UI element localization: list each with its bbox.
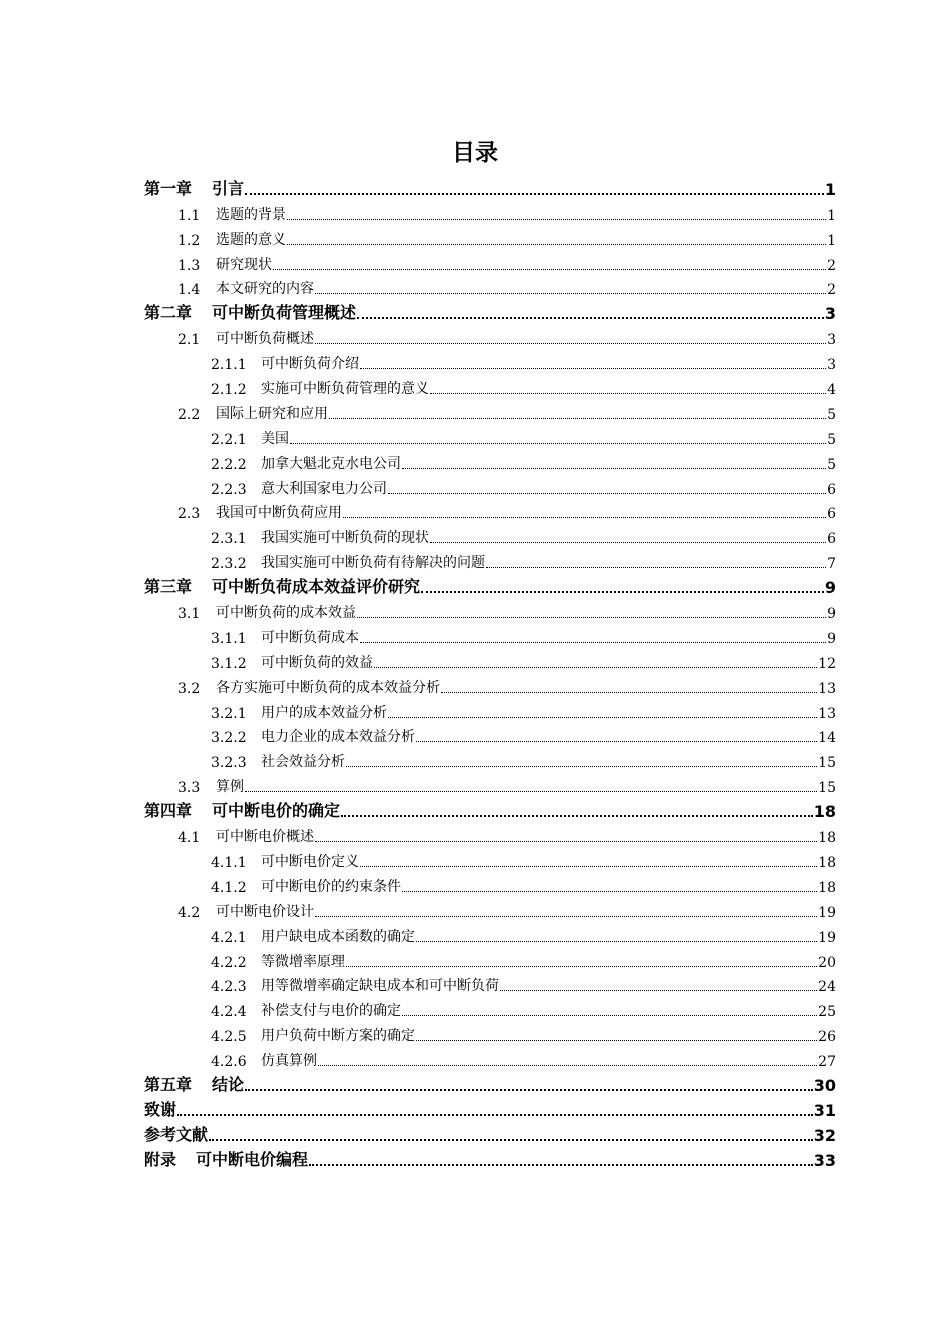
toc-page-number: 24 <box>818 979 836 996</box>
toc-page-number: 25 <box>818 1004 836 1021</box>
toc-page-number: 31 <box>813 1100 836 1120</box>
toc-entry[interactable] <box>0 572 950 597</box>
toc-leader-dots <box>315 343 826 344</box>
toc-entry-title: 致谢 <box>144 1099 177 1119</box>
toc-page-number: 1 <box>827 232 836 249</box>
toc-entry[interactable] <box>0 298 950 323</box>
toc-page-number: 18 <box>818 854 836 871</box>
toc-entry-title: 引言 <box>212 178 245 198</box>
toc-entry-number: 2.3.2 <box>211 556 247 573</box>
toc-entry-number: 4.2.5 <box>211 1029 247 1046</box>
toc-entry-number: 第四章 <box>144 801 193 821</box>
toc-leader-dots <box>360 866 817 867</box>
toc-entry[interactable] <box>0 249 950 274</box>
toc-leader-dots <box>500 990 817 991</box>
toc-entry-title: 结论 <box>212 1074 245 1094</box>
toc-entry[interactable] <box>0 746 950 771</box>
toc-page-number: 13 <box>818 705 836 722</box>
toc-leader-dots <box>287 244 826 245</box>
toc-page-number: 2 <box>827 257 836 274</box>
toc-leader-dots <box>346 966 817 967</box>
toc-entry-title: 可中断电价编程 <box>196 1149 309 1169</box>
toc-entry-number: 附录 <box>144 1149 177 1169</box>
toc-entry-title: 本文研究的内容 <box>216 281 314 298</box>
toc-entry-title: 我国实施可中断负荷的现状 <box>261 530 429 547</box>
toc-entry-title: 加拿大魁北克水电公司 <box>261 455 401 472</box>
toc-entry-number: 4.1.2 <box>211 879 247 896</box>
toc-entry-number: 第二章 <box>144 303 193 323</box>
toc-page-number: 5 <box>827 431 836 448</box>
toc-leader-dots <box>430 393 826 394</box>
toc-page-number: 30 <box>813 1075 836 1095</box>
toc-entry-number: 4.2.2 <box>211 954 247 971</box>
toc-leader-dots <box>177 1114 813 1116</box>
toc-page-number: 18 <box>818 830 836 847</box>
toc-leader-dots <box>245 193 824 195</box>
toc-entry-number: 2.2.1 <box>211 431 247 448</box>
toc-entry-number: 1.4 <box>178 282 201 299</box>
toc-entry-title: 可中断电价定义 <box>261 853 359 870</box>
toc-entry[interactable] <box>0 522 950 547</box>
toc-entry-title: 可中断负荷成本 <box>261 629 359 646</box>
toc-page-number: 15 <box>818 780 836 797</box>
toc-entry[interactable] <box>0 423 950 448</box>
toc-entry-title: 各方实施可中断负荷的成本效益分析 <box>216 679 440 696</box>
toc-entry-number: 3.2.1 <box>211 705 247 722</box>
toc-entry-number: 第三章 <box>144 577 193 597</box>
toc-page-number: 18 <box>813 802 836 822</box>
toc-leader-dots <box>329 418 826 419</box>
toc-entry-title: 可中断负荷的成本效益 <box>216 605 356 622</box>
toc-entry-title: 可中断负荷概述 <box>216 331 314 348</box>
toc-page-number: 3 <box>827 332 836 349</box>
toc-leader-dots <box>441 692 817 693</box>
toc-entry[interactable] <box>0 1145 950 1170</box>
toc-entry-number: 2.3 <box>178 506 201 523</box>
toc-entry-title: 可中断电价概述 <box>216 829 314 846</box>
toc-entry[interactable] <box>0 921 950 946</box>
toc-page-number: 9 <box>824 578 836 598</box>
toc-page-number: 1 <box>827 207 836 224</box>
toc-leader-dots <box>315 293 826 294</box>
toc-entry[interactable] <box>0 448 950 473</box>
toc-page-number: 6 <box>827 506 836 523</box>
toc-entry-number: 4.2.1 <box>211 929 247 946</box>
toc-entry-number: 1.3 <box>178 257 201 274</box>
toc-entry[interactable] <box>0 771 950 796</box>
toc-leader-dots <box>343 517 826 518</box>
toc-entry-number: 2.2.2 <box>211 456 247 473</box>
toc-page-number: 27 <box>818 1054 836 1071</box>
toc-entry[interactable] <box>0 871 950 896</box>
toc-leader-dots <box>402 468 826 469</box>
toc-entry[interactable] <box>0 1095 950 1120</box>
toc-entry-number: 3.1 <box>178 606 201 623</box>
toc-leader-dots <box>388 717 817 718</box>
toc-page-number: 5 <box>827 456 836 473</box>
toc-entry-number: 2.2 <box>178 406 201 423</box>
toc-leader-dots <box>360 368 826 369</box>
toc-entry-number: 3.2 <box>178 680 201 697</box>
toc-leader-dots <box>245 1089 813 1091</box>
toc-entry-title: 电力企业的成本效益分析 <box>261 729 415 746</box>
toc-page-number: 14 <box>818 730 836 747</box>
toc-entry[interactable] <box>0 946 950 971</box>
toc-page-number: 13 <box>818 680 836 697</box>
toc-leader-dots <box>245 791 817 792</box>
toc-page-number: 15 <box>818 755 836 772</box>
toc-page-number: 7 <box>827 556 836 573</box>
toc-entry-number: 第一章 <box>144 178 193 198</box>
toc-leader-dots <box>287 219 826 220</box>
toc-page-number: 5 <box>827 406 836 423</box>
toc-entry[interactable] <box>0 373 950 398</box>
toc-entry[interactable] <box>0 796 950 821</box>
toc-page-number: 4 <box>827 382 836 399</box>
toc-page-number: 6 <box>827 481 836 498</box>
toc-leader-dots <box>402 891 817 892</box>
toc-entry-number: 3.3 <box>178 780 201 797</box>
toc-entry-number: 4.2.4 <box>211 1004 247 1021</box>
toc-page-number: 19 <box>818 904 836 921</box>
toc-page-number: 19 <box>818 929 836 946</box>
toc-entry-number: 3.1.1 <box>211 630 247 647</box>
toc-entry-number: 4.2.6 <box>211 1054 247 1071</box>
toc-entry[interactable] <box>0 896 950 921</box>
toc-entry[interactable] <box>0 199 950 224</box>
toc-entry-title: 可中断负荷成本效益评价研究 <box>212 577 421 597</box>
toc-entry[interactable] <box>0 547 950 572</box>
toc-entry-title: 我国实施可中断负荷有待解决的问题 <box>261 555 485 572</box>
toc-entry-number: 4.1.1 <box>211 854 247 871</box>
toc-entry-title: 社会效益分析 <box>261 754 345 771</box>
toc-page-number: 33 <box>813 1150 836 1170</box>
toc-leader-dots <box>315 841 817 842</box>
toc-entry-number: 1.2 <box>178 232 201 249</box>
toc-leader-dots <box>416 1040 817 1041</box>
toc-entry[interactable] <box>0 348 950 373</box>
toc-entry[interactable] <box>0 224 950 249</box>
toc-entry[interactable] <box>0 498 950 523</box>
toc-entry[interactable] <box>0 174 950 199</box>
toc-page-number: 20 <box>818 954 836 971</box>
toc-leader-dots <box>416 741 817 742</box>
toc-entry-number: 4.1 <box>178 830 201 847</box>
toc-entry-title: 意大利国家电力公司 <box>261 480 387 497</box>
toc-page-number: 3 <box>827 357 836 374</box>
toc-entry-title: 等微增率原理 <box>261 953 345 970</box>
toc-page-number: 6 <box>827 531 836 548</box>
toc-entry[interactable] <box>0 622 950 647</box>
toc-entry[interactable] <box>0 672 950 697</box>
toc-entry-number: 3.2.2 <box>211 730 247 747</box>
toc-entry-number: 2.2.3 <box>211 481 247 498</box>
toc-page-number: 2 <box>827 282 836 299</box>
toc-entry-title: 参考文献 <box>144 1124 209 1144</box>
toc-leader-dots <box>416 941 817 942</box>
toc-entry[interactable] <box>0 995 950 1020</box>
toc-entry[interactable] <box>0 647 950 672</box>
toc-leader-dots <box>309 1164 813 1166</box>
toc-leader-dots <box>430 542 826 543</box>
toc-leader-dots <box>357 617 826 618</box>
toc-entry-title: 可中断负荷管理概述 <box>212 303 357 323</box>
toc-leader-dots <box>374 667 817 668</box>
toc-page-number: 1 <box>824 179 836 199</box>
toc-entry-title: 用户的成本效益分析 <box>261 704 387 721</box>
toc-leader-dots <box>346 766 817 767</box>
toc-entry[interactable] <box>0 1120 950 1145</box>
toc-entry-title: 用户负荷中断方案的确定 <box>261 1028 415 1045</box>
toc-entry[interactable] <box>0 597 950 622</box>
toc-entry[interactable] <box>0 846 950 871</box>
toc-leader-dots <box>315 916 817 917</box>
toc-page-number: 32 <box>813 1125 836 1145</box>
toc-entry[interactable] <box>0 398 950 423</box>
toc-page-number: 9 <box>827 630 836 647</box>
toc-entry-title: 用等微增率确定缺电成本和可中断负荷 <box>261 978 499 995</box>
toc-entry-title: 选题的背景 <box>216 206 286 223</box>
toc-entry-number: 2.1 <box>178 332 201 349</box>
toc-entry[interactable] <box>0 274 950 299</box>
toc-entry-title: 国际上研究和应用 <box>216 405 328 422</box>
toc-page-number: 9 <box>827 606 836 623</box>
toc-page-number: 12 <box>818 655 836 672</box>
toc-entry-number: 2.3.1 <box>211 531 247 548</box>
toc-entry-title: 可中断负荷的效益 <box>261 654 373 671</box>
toc-entry[interactable] <box>0 473 950 498</box>
toc-leader-dots <box>421 591 824 593</box>
toc-entry[interactable] <box>0 821 950 846</box>
toc-entry[interactable] <box>0 323 950 348</box>
toc-entry[interactable] <box>0 697 950 722</box>
toc-leader-dots <box>318 1065 817 1066</box>
table-of-contents <box>0 174 950 1170</box>
toc-leader-dots <box>360 642 826 643</box>
toc-entry-title: 算例 <box>216 779 244 796</box>
toc-entry-number: 4.2 <box>178 904 201 921</box>
toc-entry-number: 4.2.3 <box>211 979 247 996</box>
toc-entry[interactable] <box>0 971 950 996</box>
toc-entry-number: 2.1.2 <box>211 382 247 399</box>
toc-entry[interactable] <box>0 722 950 747</box>
toc-leader-dots <box>290 443 826 444</box>
toc-entry-number: 3.1.2 <box>211 655 247 672</box>
toc-entry-title: 可中断电价设计 <box>216 903 314 920</box>
toc-entry[interactable] <box>0 1020 950 1045</box>
toc-entry-title: 补偿支付与电价的确定 <box>261 1003 401 1020</box>
toc-leader-dots <box>341 815 813 817</box>
toc-entry-number: 第五章 <box>144 1074 193 1094</box>
toc-entry-title: 用户缺电成本函数的确定 <box>261 928 415 945</box>
toc-entry-title: 选题的意义 <box>216 231 286 248</box>
toc-entry-title: 可中断电价的确定 <box>212 801 341 821</box>
toc-entry-number: 3.2.3 <box>211 755 247 772</box>
toc-leader-dots <box>388 493 826 494</box>
toc-entry-number: 2.1.1 <box>211 357 247 374</box>
toc-entry-number: 1.1 <box>178 207 201 224</box>
toc-entry-title: 实施可中断负荷管理的意义 <box>261 381 429 398</box>
toc-leader-dots <box>209 1139 813 1141</box>
toc-entry-title: 研究现状 <box>216 256 272 273</box>
toc-leader-dots <box>357 317 824 319</box>
toc-page-number: 26 <box>818 1029 836 1046</box>
toc-page-number: 18 <box>818 879 836 896</box>
toc-leader-dots <box>273 269 826 270</box>
toc-entry[interactable] <box>0 1045 950 1070</box>
toc-entry-title: 可中断负荷介绍 <box>261 356 359 373</box>
toc-entry-title: 可中断电价的约束条件 <box>261 878 401 895</box>
toc-entry-title: 我国可中断负荷应用 <box>216 505 342 522</box>
toc-leader-dots <box>402 1015 817 1016</box>
toc-entry-title: 仿真算例 <box>261 1053 317 1070</box>
toc-entry[interactable] <box>0 1070 950 1095</box>
toc-page-number: 3 <box>824 304 836 324</box>
toc-title: 目录 <box>452 140 498 166</box>
toc-leader-dots <box>486 567 826 568</box>
toc-entry-title: 美国 <box>261 430 289 447</box>
